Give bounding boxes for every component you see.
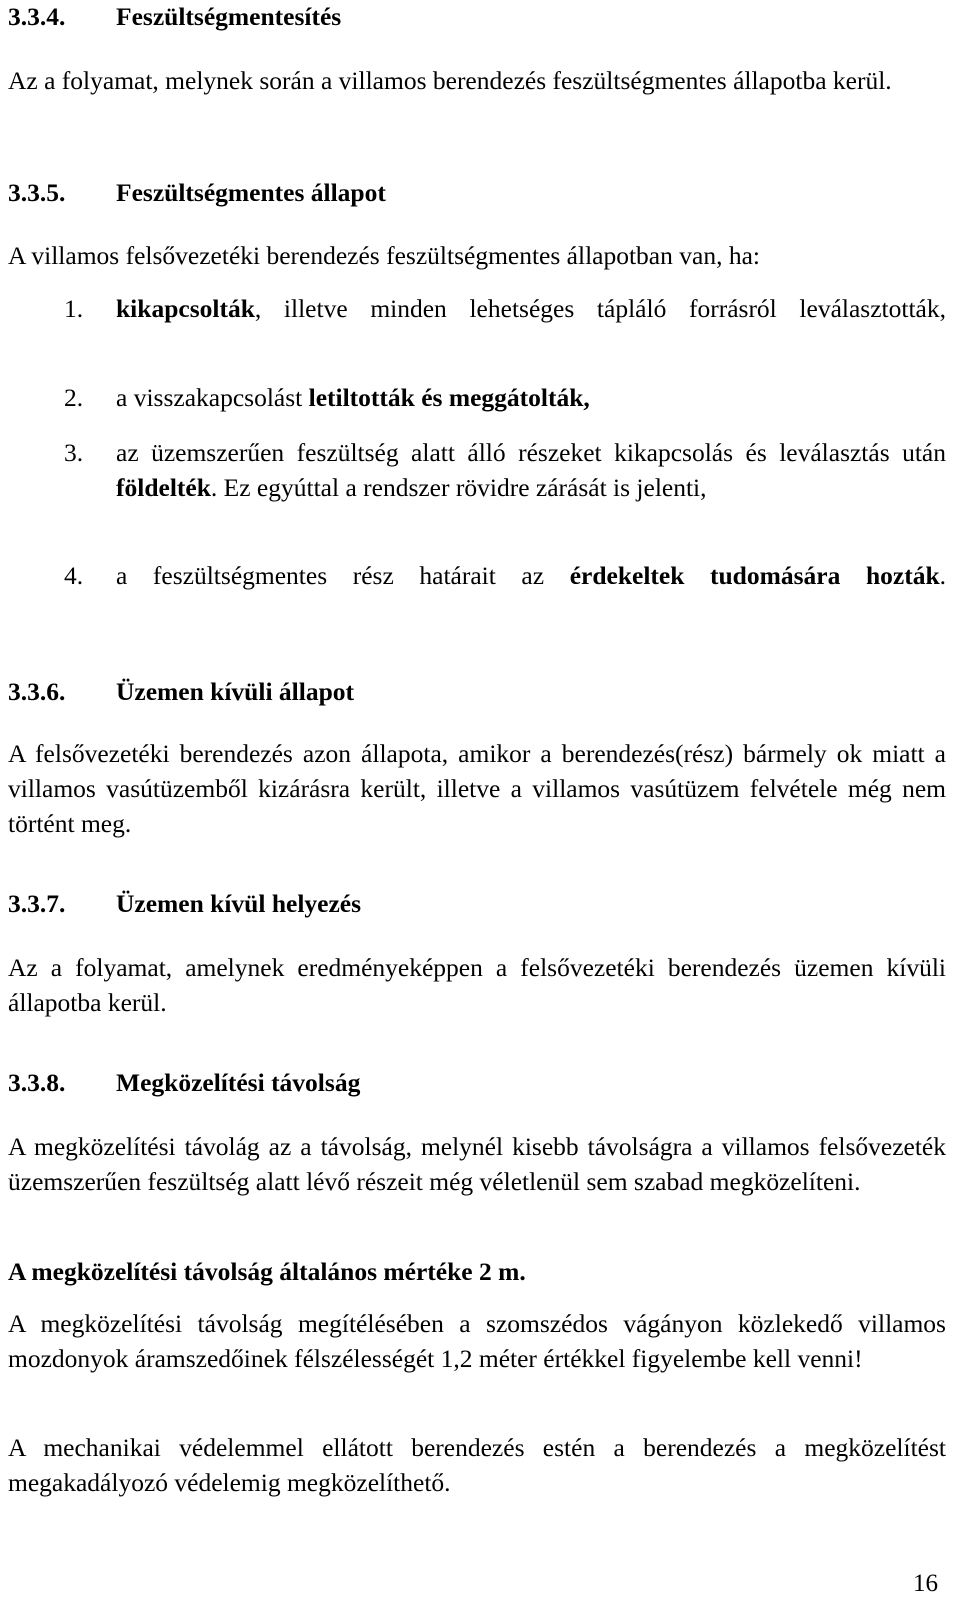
text-run: a feszültségmentes rész határait az (116, 561, 570, 590)
bold-term: érdekeltek tudomására hozták (569, 561, 940, 590)
text-run: . (939, 561, 946, 590)
paragraph: Az a folyamat, amelynek eredményeképpen a felsővezetéki berendezés üzemen kívüli állapotba kerül. (8, 953, 946, 1017)
paragraph: A megközelítési távolság megítélésében a szomszédos vágányon közlekedő villamos mozdonyok áramszedőinek félszélességét 1,2 méter értékkel figyelembe kell venni! (8, 1309, 946, 1373)
list-text (116, 291, 946, 326)
list-number: 4. (64, 561, 84, 590)
section-number: 3.3.8. (8, 1068, 66, 1097)
bold-term: földelték (116, 473, 211, 502)
list-item (8, 380, 946, 415)
section-number: 3.3.7. (8, 889, 66, 918)
page-number: 16 (913, 1570, 938, 1597)
text-run: . Ez egyúttal a rendszer rövidre zárását is jelenti, (210, 473, 707, 502)
list-text (116, 558, 946, 593)
bold-term: letiltották és meggátolták, (308, 383, 590, 412)
section-title: Feszültségmentes állapot (116, 178, 386, 207)
section-title: Üzemen kívüli állapot (116, 677, 355, 706)
text-run: , illetve minden lehetséges tápláló forrásról leválasztották, (254, 294, 946, 323)
section-number: 3.3.5. (8, 178, 66, 207)
section-number: 3.3.4. (8, 2, 66, 31)
list-number: 2. (64, 383, 84, 412)
section-title: Megközelítési távolság (116, 1068, 361, 1097)
paragraph: Az a folyamat, melynek során a villamos berendezés feszültségmentes állapotba kerül. (8, 66, 892, 95)
list-item (8, 435, 946, 505)
section-title: Üzemen kívül helyezés (116, 889, 362, 918)
section-number: 3.3.6. (8, 677, 66, 706)
section-heading-3-3-5 (8, 178, 386, 208)
bold-term: kikapcsolták (116, 294, 255, 323)
paragraph: A villamos felsővezetéki berendezés feszültségmentes állapotban van, ha: (8, 241, 760, 270)
section-heading-3-3-7 (8, 889, 361, 919)
list-text (116, 380, 946, 415)
text-run: az üzemszerűen feszültség alatt álló részeket kikapcsolás és leválasztás után (116, 438, 946, 467)
paragraph: A mechanikai védelemmel ellátott berendezés estén a berendezés a megközelítést megakadályozó védelemig megközelíthető. (8, 1433, 946, 1497)
section-heading-3-3-6 (8, 677, 354, 707)
section-title: Feszültségmentesítés (116, 2, 342, 31)
paragraph: A megközelítési távolág az a távolság, melynél kisebb távolságra a villamos felsővezeték üzemszerűen feszültség alatt lévő részeit még véletlenül sem szabad megközelíteni. (8, 1132, 946, 1196)
list-number: 1. (64, 294, 84, 323)
paragraph: A felsővezetéki berendezés azon állapota, amikor a berendezés(rész) bármely ok miatt a villamos vasútüzemből kizárásra került, illetve a villamos vasútüzem felvétele még nem történt meg. (8, 739, 946, 838)
list-item (8, 291, 946, 326)
bold-paragraph: A megközelítési távolság általános mértéke 2 m. (8, 1257, 526, 1286)
section-heading-3-3-8 (8, 1068, 360, 1098)
section-heading-3-3-4 (8, 2, 341, 32)
list-text (116, 435, 946, 505)
text-run: a visszakapcsolást (116, 383, 309, 412)
list-number: 3. (64, 438, 84, 467)
list-item (8, 558, 946, 593)
